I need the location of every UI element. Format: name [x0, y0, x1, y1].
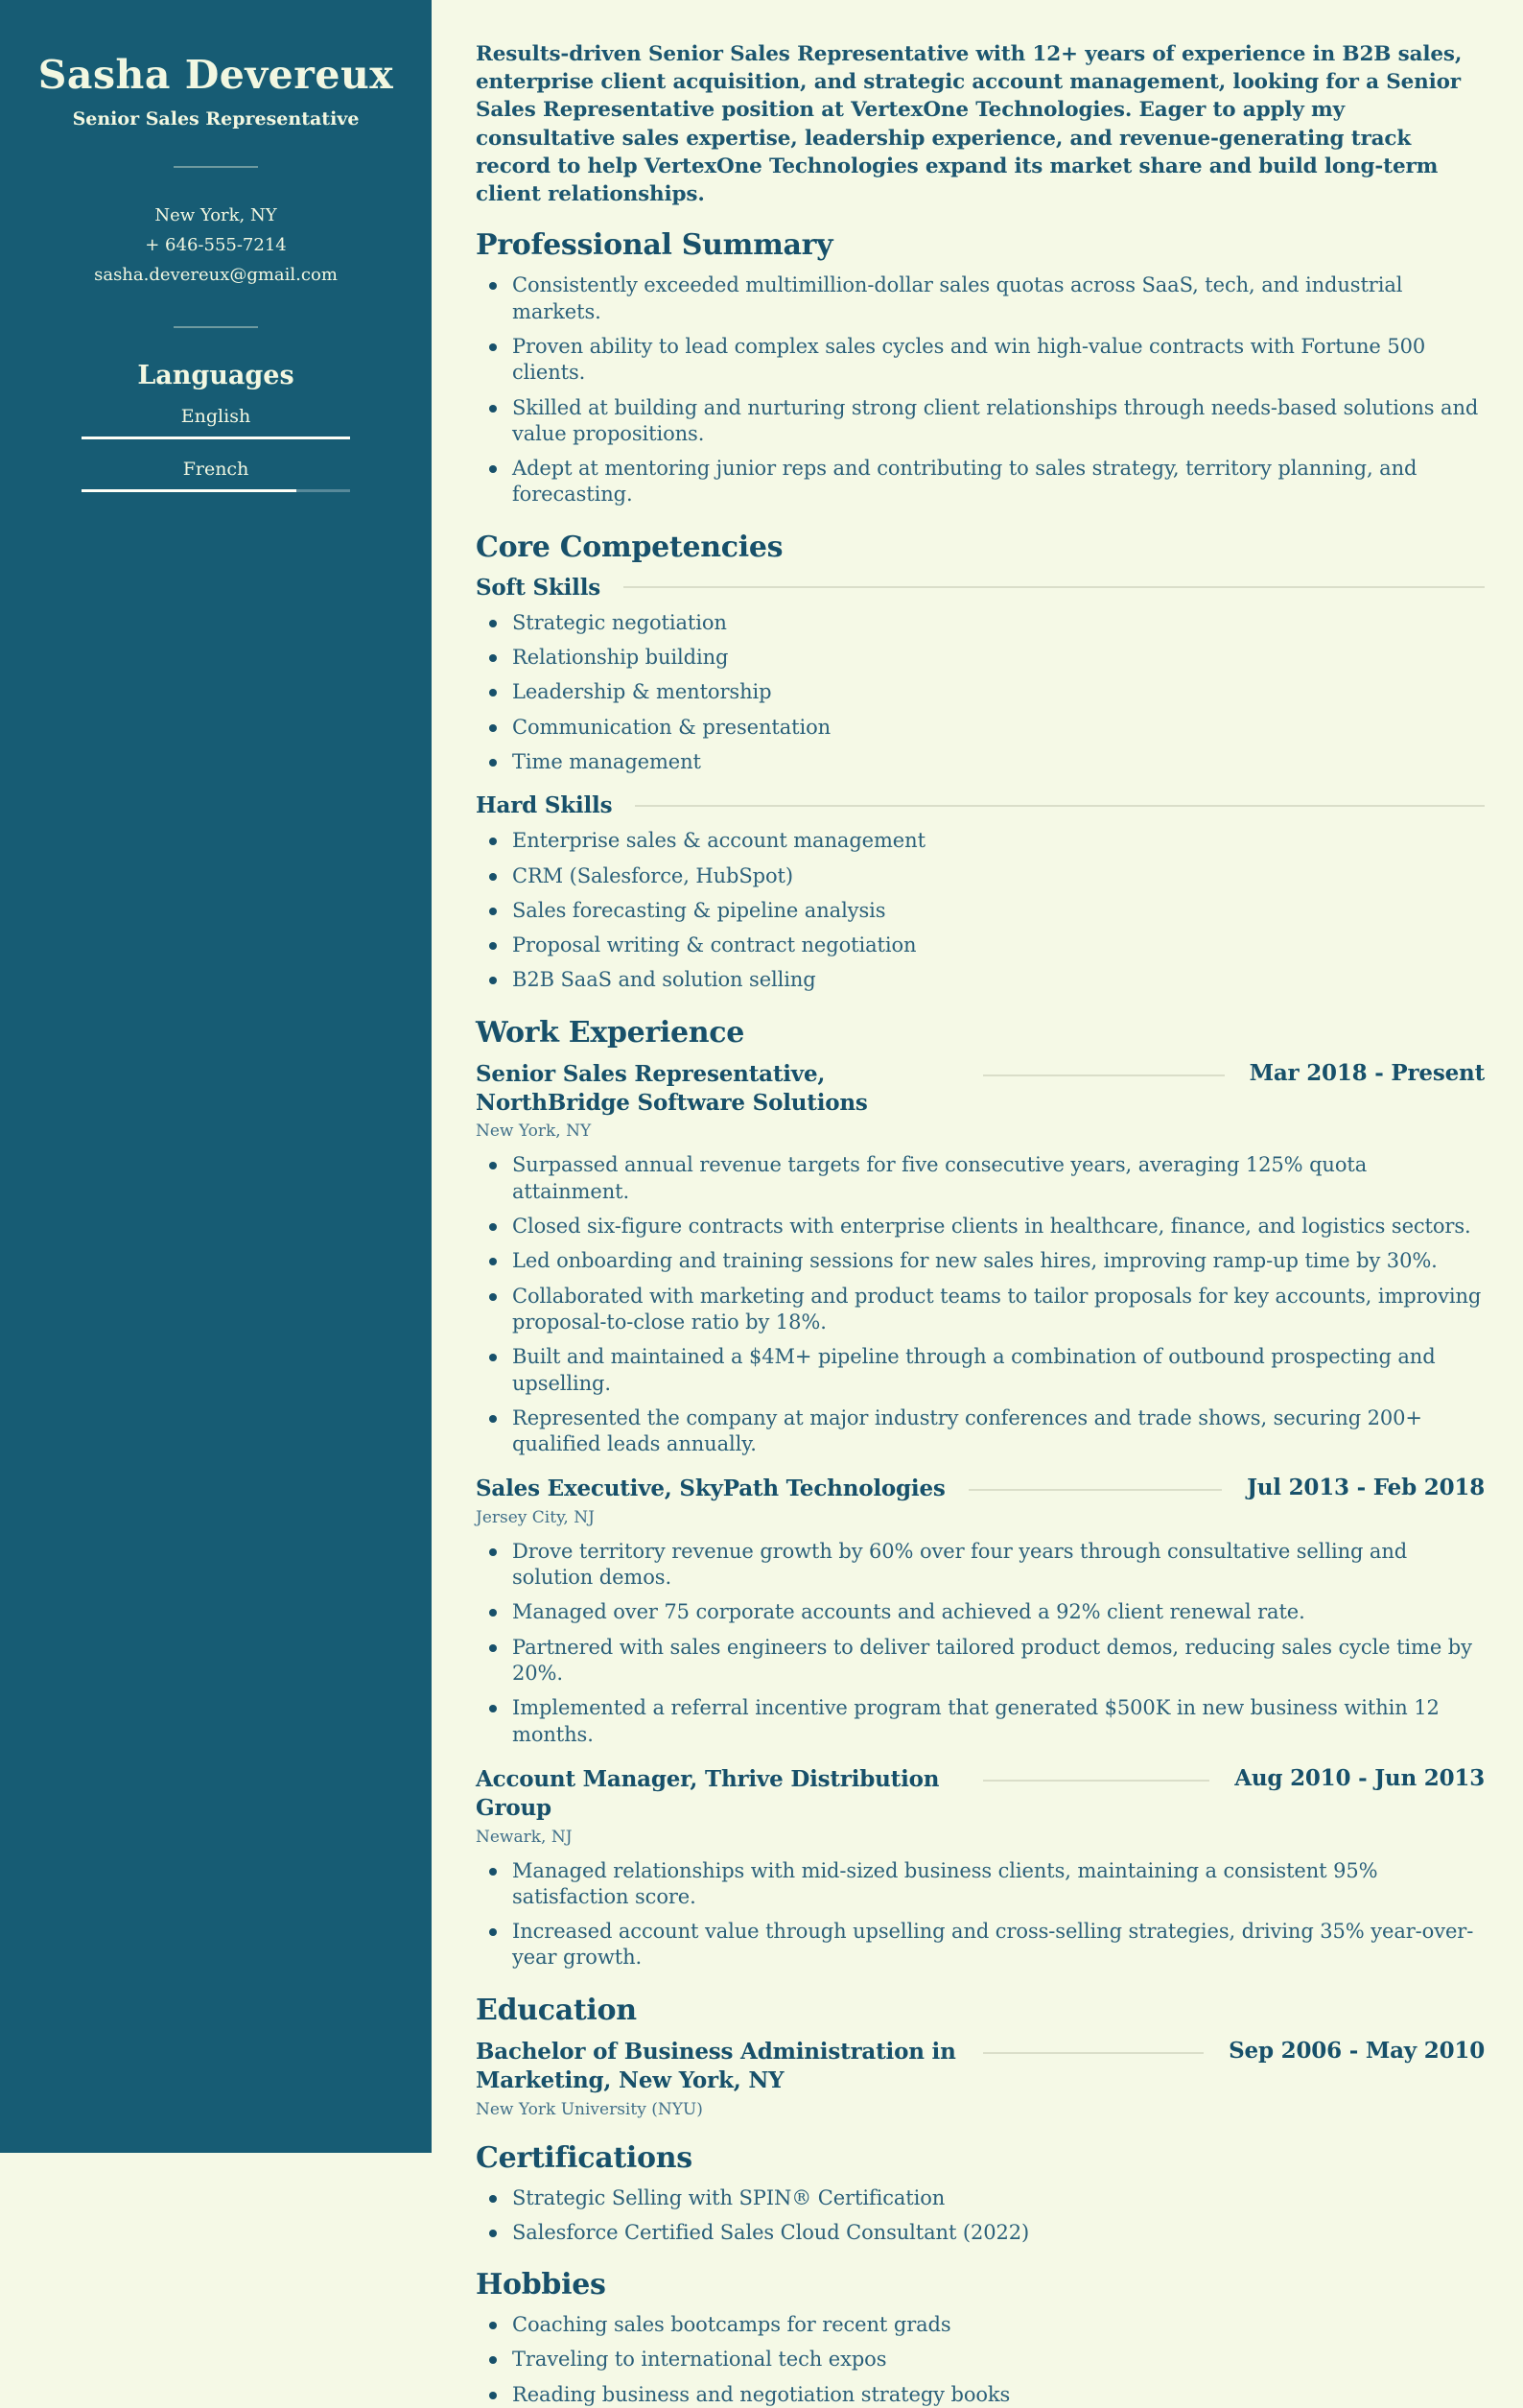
- education-institution: New York University (NYU): [476, 2099, 703, 2119]
- core-competencies-heading: Core Competencies: [476, 530, 784, 564]
- certifications-list: [476, 2185, 1485, 2247]
- list-item: Skilled at building and nurturing strong client relationships through needs-based solutions and value propositions.: [487, 395, 1485, 448]
- list-item: Surpassed annual revenue targets for five consecutive years, averaging 125% quota attainment.: [487, 1152, 1485, 1205]
- job-title: Senior Sales Representative, NorthBridge Software Solutions: [476, 1060, 868, 1117]
- job-rule: [983, 1780, 1209, 1782]
- list-item: Communication & presentation: [487, 715, 1485, 741]
- language-level-bar: [82, 489, 296, 492]
- sidebar-divider: [174, 326, 258, 328]
- language-level-bar: [82, 437, 350, 439]
- hobbies-list: [476, 2312, 1485, 2408]
- list-item: Strategic negotiation: [487, 610, 1485, 636]
- list-item: Proposal writing & contract negotiation: [487, 933, 1485, 958]
- resume-body: [432, 0, 1523, 2406]
- list-item: CRM (Salesforce, HubSpot): [487, 863, 1485, 889]
- list-item: Implemented a referral incentive program that generated $500K in new business within 12 months.: [487, 1695, 1485, 1748]
- language-item: [82, 459, 350, 492]
- list-item: Traveling to international tech expos: [487, 2347, 1485, 2373]
- job-header: [476, 1765, 1485, 1824]
- education-dates: Sep 2006 - May 2010: [1229, 2037, 1485, 2064]
- list-item: Built and maintained a $4M+ pipeline through a combination of outbound prospecting and upselling.: [487, 1344, 1485, 1397]
- job-dates: Aug 2010 - Jun 2013: [1234, 1764, 1485, 1791]
- list-item: Time management: [487, 749, 1485, 775]
- education-rule: [983, 2052, 1204, 2054]
- list-item: Sales forecasting & pipeline analysis: [487, 898, 1485, 924]
- job-bullet-list: [476, 1152, 1485, 1457]
- list-item: Proven ability to lead complex sales cycles and win high-value contracts with Fortune 500 clients.: [487, 334, 1485, 387]
- list-item: Managed relationships with mid-sized business clients, maintaining a consistent 95% satisfaction score.: [487, 1858, 1485, 1911]
- job-dates: Mar 2018 - Present: [1249, 1059, 1485, 1086]
- work-experience-heading: Work Experience: [476, 1015, 745, 1050]
- hard-skills-list: [476, 828, 1485, 993]
- job-header: [476, 1060, 1485, 1119]
- certifications-heading: Certifications: [476, 2140, 692, 2175]
- hard-skills-row: [476, 792, 1485, 818]
- job-entry: [476, 1475, 1485, 1747]
- job-rule: [983, 1074, 1225, 1076]
- list-item: Enterprise sales & account management: [487, 828, 1485, 854]
- job-title: Account Manager, Thrive Distribution Group: [476, 1765, 940, 1822]
- objective-paragraph: Results-driven Senior Sales Representative with 12+ years of experience in B2B sales, enterprise client acquisition, and strategic account management, looking for a Senior Sales Representative position at VertexOne Technologies. Eager to apply my consultative sales expertise, leadership experience, and revenue-generating track record to help VertexOne Technologies expand its market share and build long-term client relationships.: [476, 42, 1463, 207]
- soft-skills-row: [476, 575, 1485, 601]
- contact-email: sasha.devereux@gmail.com: [94, 265, 338, 286]
- list-item: Represented the company at major industry conferences and trade shows, securing 200+ qualified leads annually.: [487, 1405, 1485, 1458]
- sidebar: [0, 0, 432, 2153]
- education-entry: [476, 2038, 1485, 2119]
- language-name: English: [180, 406, 251, 428]
- list-item: Salesforce Certified Sales Cloud Consultant (2022): [487, 2220, 1485, 2246]
- list-item: Collaborated with marketing and product teams to tailor proposals for key accounts, improving proposal-to-close ratio by 18%.: [487, 1284, 1485, 1336]
- list-item: Drove territory revenue growth by 60% over four years through consultative selling and solution demos.: [487, 1539, 1485, 1592]
- list-item: Leadership & mentorship: [487, 679, 1485, 705]
- job-header: [476, 1475, 1485, 1503]
- list-item: Managed over 75 corporate accounts and achieved a 92% client renewal rate.: [487, 1599, 1485, 1625]
- job-entry: [476, 1765, 1485, 1971]
- professional-summary-heading: Professional Summary: [476, 228, 833, 263]
- list-item: Closed six-figure contracts with enterprise clients in healthcare, finance, and logistics sectors.: [487, 1214, 1485, 1239]
- job-location: Newark, NJ: [476, 1827, 573, 1847]
- list-item: Consistently exceeded multimillion-dollar sales quotas across SaaS, tech, and industrial markets.: [487, 272, 1485, 325]
- job-entry: [476, 1060, 1485, 1458]
- job-title: Sales Executive, SkyPath Technologies: [476, 1475, 946, 1502]
- language-item: [82, 406, 350, 439]
- contact-block: [0, 201, 432, 290]
- job-location: Jersey City, NJ: [476, 1507, 595, 1527]
- job-bullet-list: [476, 1539, 1485, 1748]
- candidate-name: Sasha Devereux: [37, 52, 394, 98]
- list-item: Adept at mentoring junior reps and contributing to sales strategy, territory planning, and forecasting.: [487, 456, 1485, 508]
- heading-rule: [623, 586, 1485, 588]
- contact-location: New York, NY: [154, 205, 277, 226]
- language-level-track: [82, 437, 350, 439]
- language-level-track: [82, 489, 350, 492]
- list-item: B2B SaaS and solution selling: [487, 967, 1485, 993]
- professional-summary-list: [476, 272, 1485, 508]
- list-item: Increased account value through upselling and cross-selling strategies, driving 35% year-over-year growth.: [487, 1919, 1485, 1971]
- list-item: Relationship building: [487, 645, 1485, 671]
- list-item: Coaching sales bootcamps for recent grads: [487, 2312, 1485, 2338]
- job-location: New York, NY: [476, 1121, 592, 1142]
- list-item: Led onboarding and training sessions for new sales hires, improving ramp-up time by 30%.: [487, 1248, 1485, 1274]
- education-header: [476, 2038, 1485, 2096]
- list-item: Reading business and negotiation strategy books: [487, 2382, 1485, 2408]
- hard-skills-heading: Hard Skills: [476, 792, 613, 819]
- job-rule: [969, 1489, 1222, 1491]
- soft-skills-heading: Soft Skills: [476, 574, 600, 601]
- education-heading: Education: [476, 1993, 637, 2027]
- contact-phone: + 646-555-7214: [145, 235, 287, 256]
- job-bullet-list: [476, 1858, 1485, 1971]
- language-name: French: [182, 459, 249, 481]
- soft-skills-list: [476, 610, 1485, 775]
- languages-heading: Languages: [137, 361, 294, 391]
- hobbies-heading: Hobbies: [476, 2268, 606, 2302]
- list-item: Partnered with sales engineers to deliver tailored product demos, reducing sales cycle time by 20%.: [487, 1635, 1485, 1688]
- job-dates: Jul 2013 - Feb 2018: [1247, 1475, 1485, 1501]
- degree-title: Bachelor of Business Administration in Marketing, New York, NY: [476, 2038, 956, 2094]
- heading-rule: [635, 805, 1485, 807]
- list-item: Strategic Selling with SPIN® Certification: [487, 2185, 1485, 2211]
- candidate-title: Senior Sales Representative: [72, 108, 360, 130]
- sidebar-divider: [174, 166, 258, 168]
